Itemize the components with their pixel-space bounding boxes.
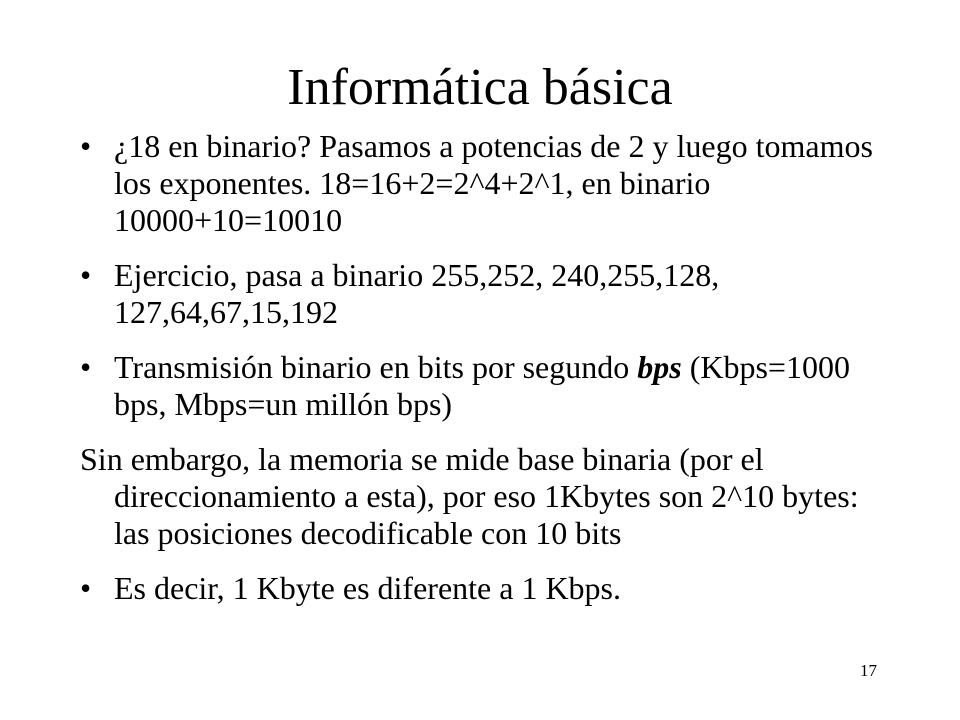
bullet-text: ¿18 en binario? Pasamos a potencias de 2 y luego tomamos los exponentes. 18=16+2=2^4+2^1, en binario 10000+10=10010 <box>114 128 873 238</box>
paragraph-memory: Sin embargo, la memoria se mide base binaria (por el direccionamiento a esta), por eso 1Kbytes son 2^10 bytes: las posiciones decodificable con 10 bits <box>80 441 859 551</box>
slide-title: Informática básica <box>287 59 673 116</box>
bullet-text-after: (Kbps=1000 bps, Mbps=un millón bps) <box>114 349 850 422</box>
bullet-text-before: Transmisión binario en bits por segundo <box>114 349 638 385</box>
bullet-item-binary-18 <box>80 128 880 239</box>
bullet-text: Ejercicio, pasa a binario 255,252, 240,255,128, 127,64,67,15,192 <box>114 257 720 330</box>
bullet-item-kbyte-kbps <box>80 570 880 607</box>
bullet-icon: • <box>80 570 92 606</box>
bullet-text: Es decir, 1 Kbyte es diferente a 1 Kbps. <box>114 570 621 606</box>
bullet-icon: • <box>80 349 92 385</box>
bullet-icon: • <box>80 128 92 164</box>
bullet-icon: • <box>80 257 92 293</box>
slide-body <box>80 128 880 607</box>
page-number: 17 <box>860 661 877 680</box>
bullet-item-exercise <box>80 257 880 331</box>
bps-emphasis: bps <box>637 349 682 385</box>
bullet-item-transmission <box>80 349 880 423</box>
